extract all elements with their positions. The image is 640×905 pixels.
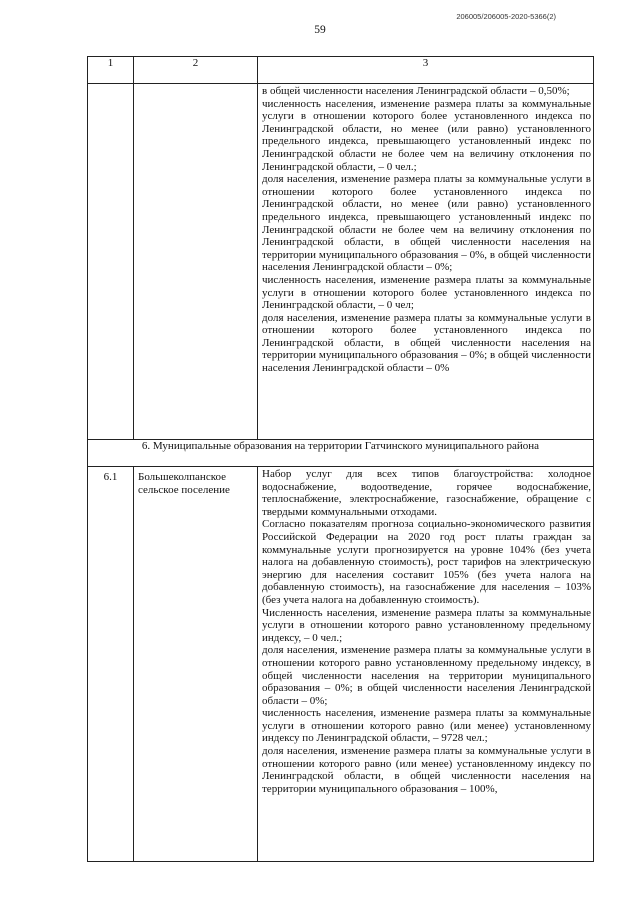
paragraph: доля населения, изменение размера платы за коммунальные услуги в отношении которого более установленного индекса по Ленинградской области, в общей численности населения на территории муниципального образования – 0%; в общей численности населения Ленинградской области – 0% (262, 311, 591, 375)
table-header-row (88, 57, 594, 84)
continuation-cell (258, 84, 594, 440)
table-row (88, 467, 594, 862)
column-header: 2 (134, 57, 258, 84)
description-text (258, 468, 593, 795)
paragraph: Набор услуг для всех типов благоустройства: холодное водоснабжение, водоотведение, горячее водоснабжение, теплоснабжение, электроснабжение, газоснабжение, обращение с твердыми коммунальными отходами. (262, 468, 591, 518)
paragraph: численность населения, изменение размера платы за коммунальные услуги в отношении которого более установленного индекса по Ленинградской области, – 0 чел; (262, 273, 591, 312)
continuation-text (258, 85, 593, 375)
row-number: 6.1 (88, 467, 134, 862)
paragraph: Численность населения, изменение размера платы за коммунальные услуги в отношении которого равно установленному предельному индексу, – 0 чел.; (262, 606, 591, 644)
column-header: 1 (88, 57, 134, 84)
section-row (88, 440, 594, 467)
municipality-name: Большеколпанское сельское поселение (134, 467, 258, 862)
paragraph: доля населения, изменение размера платы за коммунальные услуги в отношении которого равно (или менее) установленному индексу по Ленинградской области, в общей численности населения на территории муниципального образования – 100%, (262, 745, 591, 795)
paragraph: численность населения, изменение размера платы за коммунальные услуги в отношении которого равно (или менее) установленному индексу по Ленинградской области, – 9728 чел.; (262, 707, 591, 745)
document-code: 206005/206005-2020-5366(2) (456, 12, 556, 21)
page-number: 59 (314, 24, 326, 36)
paragraph: численность населения, изменение размера платы за коммунальные услуги в отношении которого более установленного индекса по Ленинградской области, но менее (или равно) установленного предельного индекса, превышающего установленный индекс по Ленинградской области не более чем на величину отклонения по Ленинградской области, – 0 чел.; (262, 97, 591, 173)
column-header: 3 (258, 57, 594, 84)
paragraph: доля населения, изменение размера платы за коммунальные услуги в отношении которого равно установленному предельному индексу, в общей численности населения на территории муниципального образования – 0%; в общей численности населения Ленинградской области – 0%; (262, 644, 591, 707)
empty-cell (134, 84, 258, 440)
empty-cell (88, 84, 134, 440)
document-table (87, 56, 594, 862)
paragraph: в общей численности населения Ленинградской области – 0,50%; (262, 85, 570, 97)
continuation-row (88, 84, 594, 440)
description-cell (258, 467, 594, 862)
section-title: 6. Муниципальные образования на территории Гатчинского муниципального района (88, 440, 594, 467)
paragraph: Согласно показателям прогноза социально-экономического развития Российской Федерации на 2020 год рост платы граждан за коммунальные услуги прогнозируется на уровне 104% (без учета налога на добавленную стоимость), рост тарифов на электрическую энергию для населения составит 105% (без учета налога на добавленную стоимость), на газоснабжение для населения – 103% (без учета налога на добавленную стоимость). (262, 518, 591, 606)
paragraph: доля населения, изменение размера платы за коммунальные услуги в отношении которого более установленного индекса по Ленинградской области, но менее (или равно) установленного предельного индекса, превышающего установленный индекс по Ленинградской области не более чем на величину отклонения по Ленинградской области, в общей численности населения на территории муниципального образования – 0%, в общей численности населения Ленинградской области – 0%; (262, 173, 591, 274)
